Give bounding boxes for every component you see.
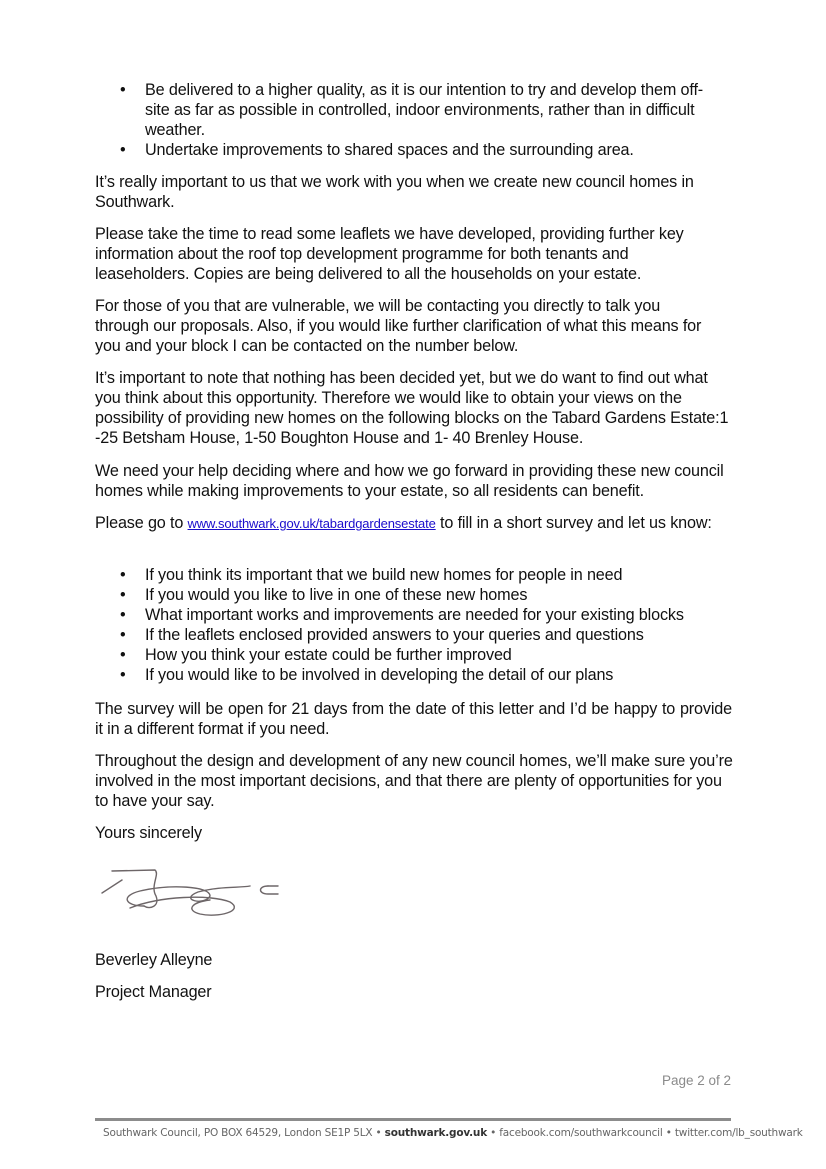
bullet-icon: • xyxy=(120,81,126,99)
list-item-text: How you think your estate could be further improved xyxy=(145,646,512,664)
list-item-text: If you think its important that we build new homes for people in need xyxy=(145,566,623,584)
list-item xyxy=(95,625,735,645)
closing-salutation: Yours sincerely xyxy=(95,824,202,842)
bullet-icon: • xyxy=(120,586,126,604)
footer-twitter: twitter.com/lb_southwark xyxy=(674,1127,803,1139)
survey-link[interactable]: www.southwark.gov.uk/tabardgardensestate xyxy=(187,516,436,531)
list-item-text: What important works and improvements are needed for your existing blocks xyxy=(145,606,684,624)
list-item-text: If you would like to be involved in developing the detail of our plans xyxy=(145,666,614,684)
survey-outro-text: to fill in a short survey and let us know: xyxy=(435,514,712,532)
footer xyxy=(103,1127,803,1139)
list-item xyxy=(95,645,735,665)
paragraph-need-help: We need your help deciding where and how we go forward in providing these new council homes while making improvements to your estate, so all residents can benefit. xyxy=(95,462,724,500)
footer-facebook: facebook.com/southwarkcouncil xyxy=(499,1127,663,1139)
footer-divider xyxy=(95,1118,731,1121)
list-item xyxy=(95,565,735,585)
footer-separator: • xyxy=(372,1127,385,1139)
list-item xyxy=(95,605,735,625)
bullet-icon: • xyxy=(120,646,126,664)
list-item xyxy=(95,665,735,685)
signatory-name: Beverley Alleyne xyxy=(95,951,213,969)
bullet-icon: • xyxy=(120,666,126,684)
list-item xyxy=(95,80,735,140)
list-item-text: Be delivered to a higher quality, as it is our intention to try and develop them off-site as far as possible in controlled, indoor environments, rather than in difficult weather. xyxy=(145,81,704,139)
list-item xyxy=(95,140,735,160)
paragraph-survey-duration: The survey will be open for 21 days from the date of this letter and I’d be happy to provide it in a different format if you need. xyxy=(95,700,732,738)
footer-address: Southwark Council, PO BOX 64529, London SE1P 5LX xyxy=(103,1127,373,1139)
paragraph-work-with-you: It’s really important to us that we work with you when we create new council homes in Southwark. xyxy=(95,173,694,211)
footer-separator: • xyxy=(487,1127,500,1139)
bullet-icon: • xyxy=(120,566,126,584)
intro-bullet-list xyxy=(95,80,735,160)
paragraph-survey-link xyxy=(95,513,735,534)
list-item-text: Undertake improvements to shared spaces and the surrounding area. xyxy=(145,141,634,159)
survey-intro-text: Please go to xyxy=(95,514,188,532)
paragraph-involvement: Throughout the design and development of any new council homes, we’ll make sure you’re involved in the most important decisions, and that there are plenty of opportunities for you to have your say. xyxy=(95,752,733,810)
bullet-icon: • xyxy=(120,626,126,644)
page-number: Page 2 of 2 xyxy=(661,1073,731,1088)
list-item-text: If the leaflets enclosed provided answers to your queries and questions xyxy=(145,626,644,644)
bullet-icon: • xyxy=(120,606,126,624)
signature-image xyxy=(100,866,310,926)
paragraph-nothing-decided: It’s important to note that nothing has been decided yet, but we do want to find out what you think about this opportunity. Therefore we would like to obtain your views on the possibility of providing new homes on the following blocks on the Tabard Gardens Estate:1 -25 Betsham House, 1-50 Boughton House and 1- 40 Brenley House. xyxy=(95,369,729,447)
footer-separator: • xyxy=(662,1127,675,1139)
list-item-text: If you would you like to live in one of these new homes xyxy=(145,586,528,604)
bullet-icon: • xyxy=(120,141,126,159)
survey-bullet-list xyxy=(95,565,735,685)
list-item xyxy=(95,585,735,605)
footer-website: southwark.gov.uk xyxy=(384,1127,487,1139)
paragraph-vulnerable: For those of you that are vulnerable, we will be contacting you directly to talk you through our proposals. Also, if you would like further clarification of what this means for you and your block I can be contacted on the number below. xyxy=(95,297,702,355)
signatory-title: Project Manager xyxy=(95,983,212,1001)
paragraph-leaflets: Please take the time to read some leaflets we have developed, providing further key information about the roof top development programme for both tenants and leaseholders. Copies are being delivered to all the households on your estate. xyxy=(95,225,684,283)
